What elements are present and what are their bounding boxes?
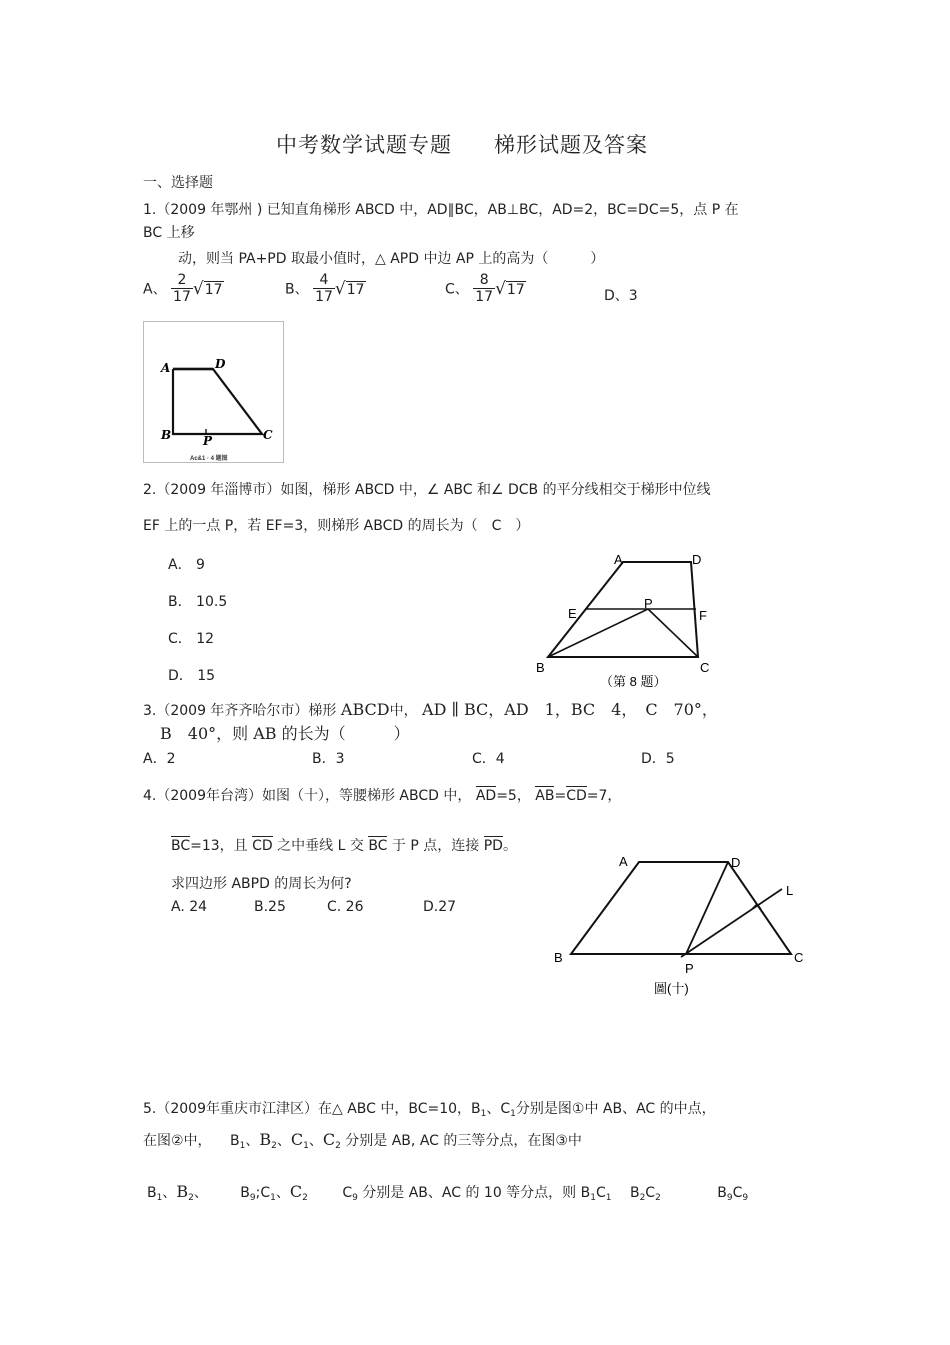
label-e: E xyxy=(568,606,577,621)
q2-option-a: A． 9 xyxy=(168,557,205,573)
figure-caption: Ac&1 · 4 题图 xyxy=(190,456,228,462)
segment-bc: BC xyxy=(368,838,388,854)
figure-caption: 圖(十) xyxy=(654,981,689,996)
label-b: B xyxy=(536,660,545,675)
label-l: L xyxy=(786,883,794,898)
label-p: P xyxy=(644,596,653,611)
fraction: $\frac{8}{17}$ xyxy=(475,272,494,305)
q4-option-c: C. 26 xyxy=(327,899,364,915)
q4-line2: BC=13，且 CD 之中垂线 L 交 BC 于 P 点，连接 PD。 xyxy=(171,838,517,854)
figure-caption: （第 8 题） xyxy=(600,674,667,689)
q2-line1: 2.（2009 年淄博市）如图，梯形 ABCD 中，∠ ABC 和∠ DCB 的平分线相交于梯形中位线 xyxy=(143,482,711,498)
q4-line1: 4.（2009年台湾）如图（十），等腰梯形 ABCD 中， AD=5， AB=CD=7， xyxy=(143,788,622,804)
q3-option-a: A．2 xyxy=(143,751,176,767)
segment-bc: BC xyxy=(171,838,191,854)
q4-option-d: D.27 xyxy=(423,899,457,915)
segment-cd: CD xyxy=(566,788,587,804)
q3-option-c: C．4 xyxy=(472,751,505,767)
q1-option-d: D、3 xyxy=(604,288,638,304)
fraction: $\frac{2}{17}$ xyxy=(173,272,191,305)
label-d: D xyxy=(215,357,226,371)
segment-ab: AB xyxy=(535,788,555,804)
section-heading: 一、选择题 xyxy=(143,175,213,191)
label-a: A xyxy=(161,361,171,375)
q2-trapezoid-figure xyxy=(530,548,730,693)
segment-ad: AD xyxy=(475,788,497,804)
label-d: D xyxy=(692,552,702,567)
label-b: B xyxy=(161,428,172,442)
fraction: $\frac{4}{17}$ xyxy=(315,272,333,305)
q1-option-b: B、 $\frac{4}{17}$ √17 xyxy=(285,272,365,305)
page-title-left: 中考数学试题专题 xyxy=(276,133,452,157)
q5-line2: 在图②中， $B_1$、$B_2$、$C_1$、$C_2$ 分别是 AB, AC 的三等分点，在图③中 xyxy=(143,1130,582,1151)
q2-option-d: D． 15 xyxy=(168,668,216,684)
sqrt: √17 xyxy=(334,278,365,299)
label-p: P xyxy=(685,961,694,976)
label-a: A xyxy=(619,854,628,869)
q1-line3: 动，则当 PA+PD 取最小值时，△ APD 中边 AP 上的高为（ ） xyxy=(178,251,605,267)
q4-option-b: B.25 xyxy=(254,899,286,915)
page-title-right: 梯形试题及答案 xyxy=(494,133,648,157)
q3-line1: 3.（2009 年齐齐哈尔市）梯形 ABCD中， AD ∥ BC，AD 1，BC 4， C 70°， xyxy=(143,700,718,719)
q5-line1: 5.（2009年重庆市江津区）在△ ABC 中，BC=10，$B_1$、$C_1$分别是图①中 AB、AC 的中点， xyxy=(143,1101,716,1119)
trapezoid-outline xyxy=(173,369,262,434)
sqrt: √17 xyxy=(192,278,223,299)
q1-trapezoid-figure xyxy=(143,321,285,463)
q4-isosceles-trapezoid-figure xyxy=(548,848,818,998)
q2-line2: EF 上的一点 P，若 EF=3，则梯形 ABCD 的周长为（ C ） xyxy=(143,518,530,534)
q3-line2: B 40°，则 AB 的长为（ ） xyxy=(160,724,410,743)
q3-option-b: B．3 xyxy=(312,751,345,767)
q4-line3: 求四边形 ABPD 的周长为何? xyxy=(171,876,352,892)
q1-line2: BC 上移 xyxy=(143,225,195,241)
label-a: A xyxy=(614,552,623,567)
trapezoid-outline xyxy=(571,862,794,954)
label-c: C xyxy=(700,660,710,675)
label-b: B xyxy=(554,950,563,965)
bisector-cp xyxy=(648,609,698,657)
label-f: F xyxy=(699,608,707,623)
segment-pd: PD xyxy=(483,838,503,854)
label-d: D xyxy=(731,855,741,870)
q1-line1: 1.（2009 年鄂州 ) 已知直角梯形 ABCD 中，AD∥BC，AB⊥BC，AD=2，BC=DC=5，点 P 在 xyxy=(143,202,739,218)
sqrt: √17 xyxy=(495,278,525,299)
bisector-bp xyxy=(548,609,648,657)
label-c: C xyxy=(794,950,804,965)
q5-line3: $B_1$、$B_2$、 $B_9;C_1$、$C_2$ $C_9$ 分别是 AB、AC 的 10 等分点，则 $B_1C_1$ $B_2C_2$ $B_9C_9$ xyxy=(147,1182,749,1203)
label-p: P xyxy=(203,434,213,448)
segment-cd: CD xyxy=(252,838,273,854)
q1-option-c: C、 $\frac{8}{17}$ √17 xyxy=(445,272,525,305)
perpendicular-bisector-l xyxy=(681,889,782,957)
q2-option-b: B． 10.5 xyxy=(168,594,228,610)
q4-option-a: A. 24 xyxy=(171,899,208,915)
q2-option-c: C． 12 xyxy=(168,631,215,647)
label-c: C xyxy=(263,428,273,442)
q1-option-a: A、 $\frac{2}{17}$ √17 xyxy=(143,272,223,305)
q3-option-d: D．5 xyxy=(641,751,675,767)
